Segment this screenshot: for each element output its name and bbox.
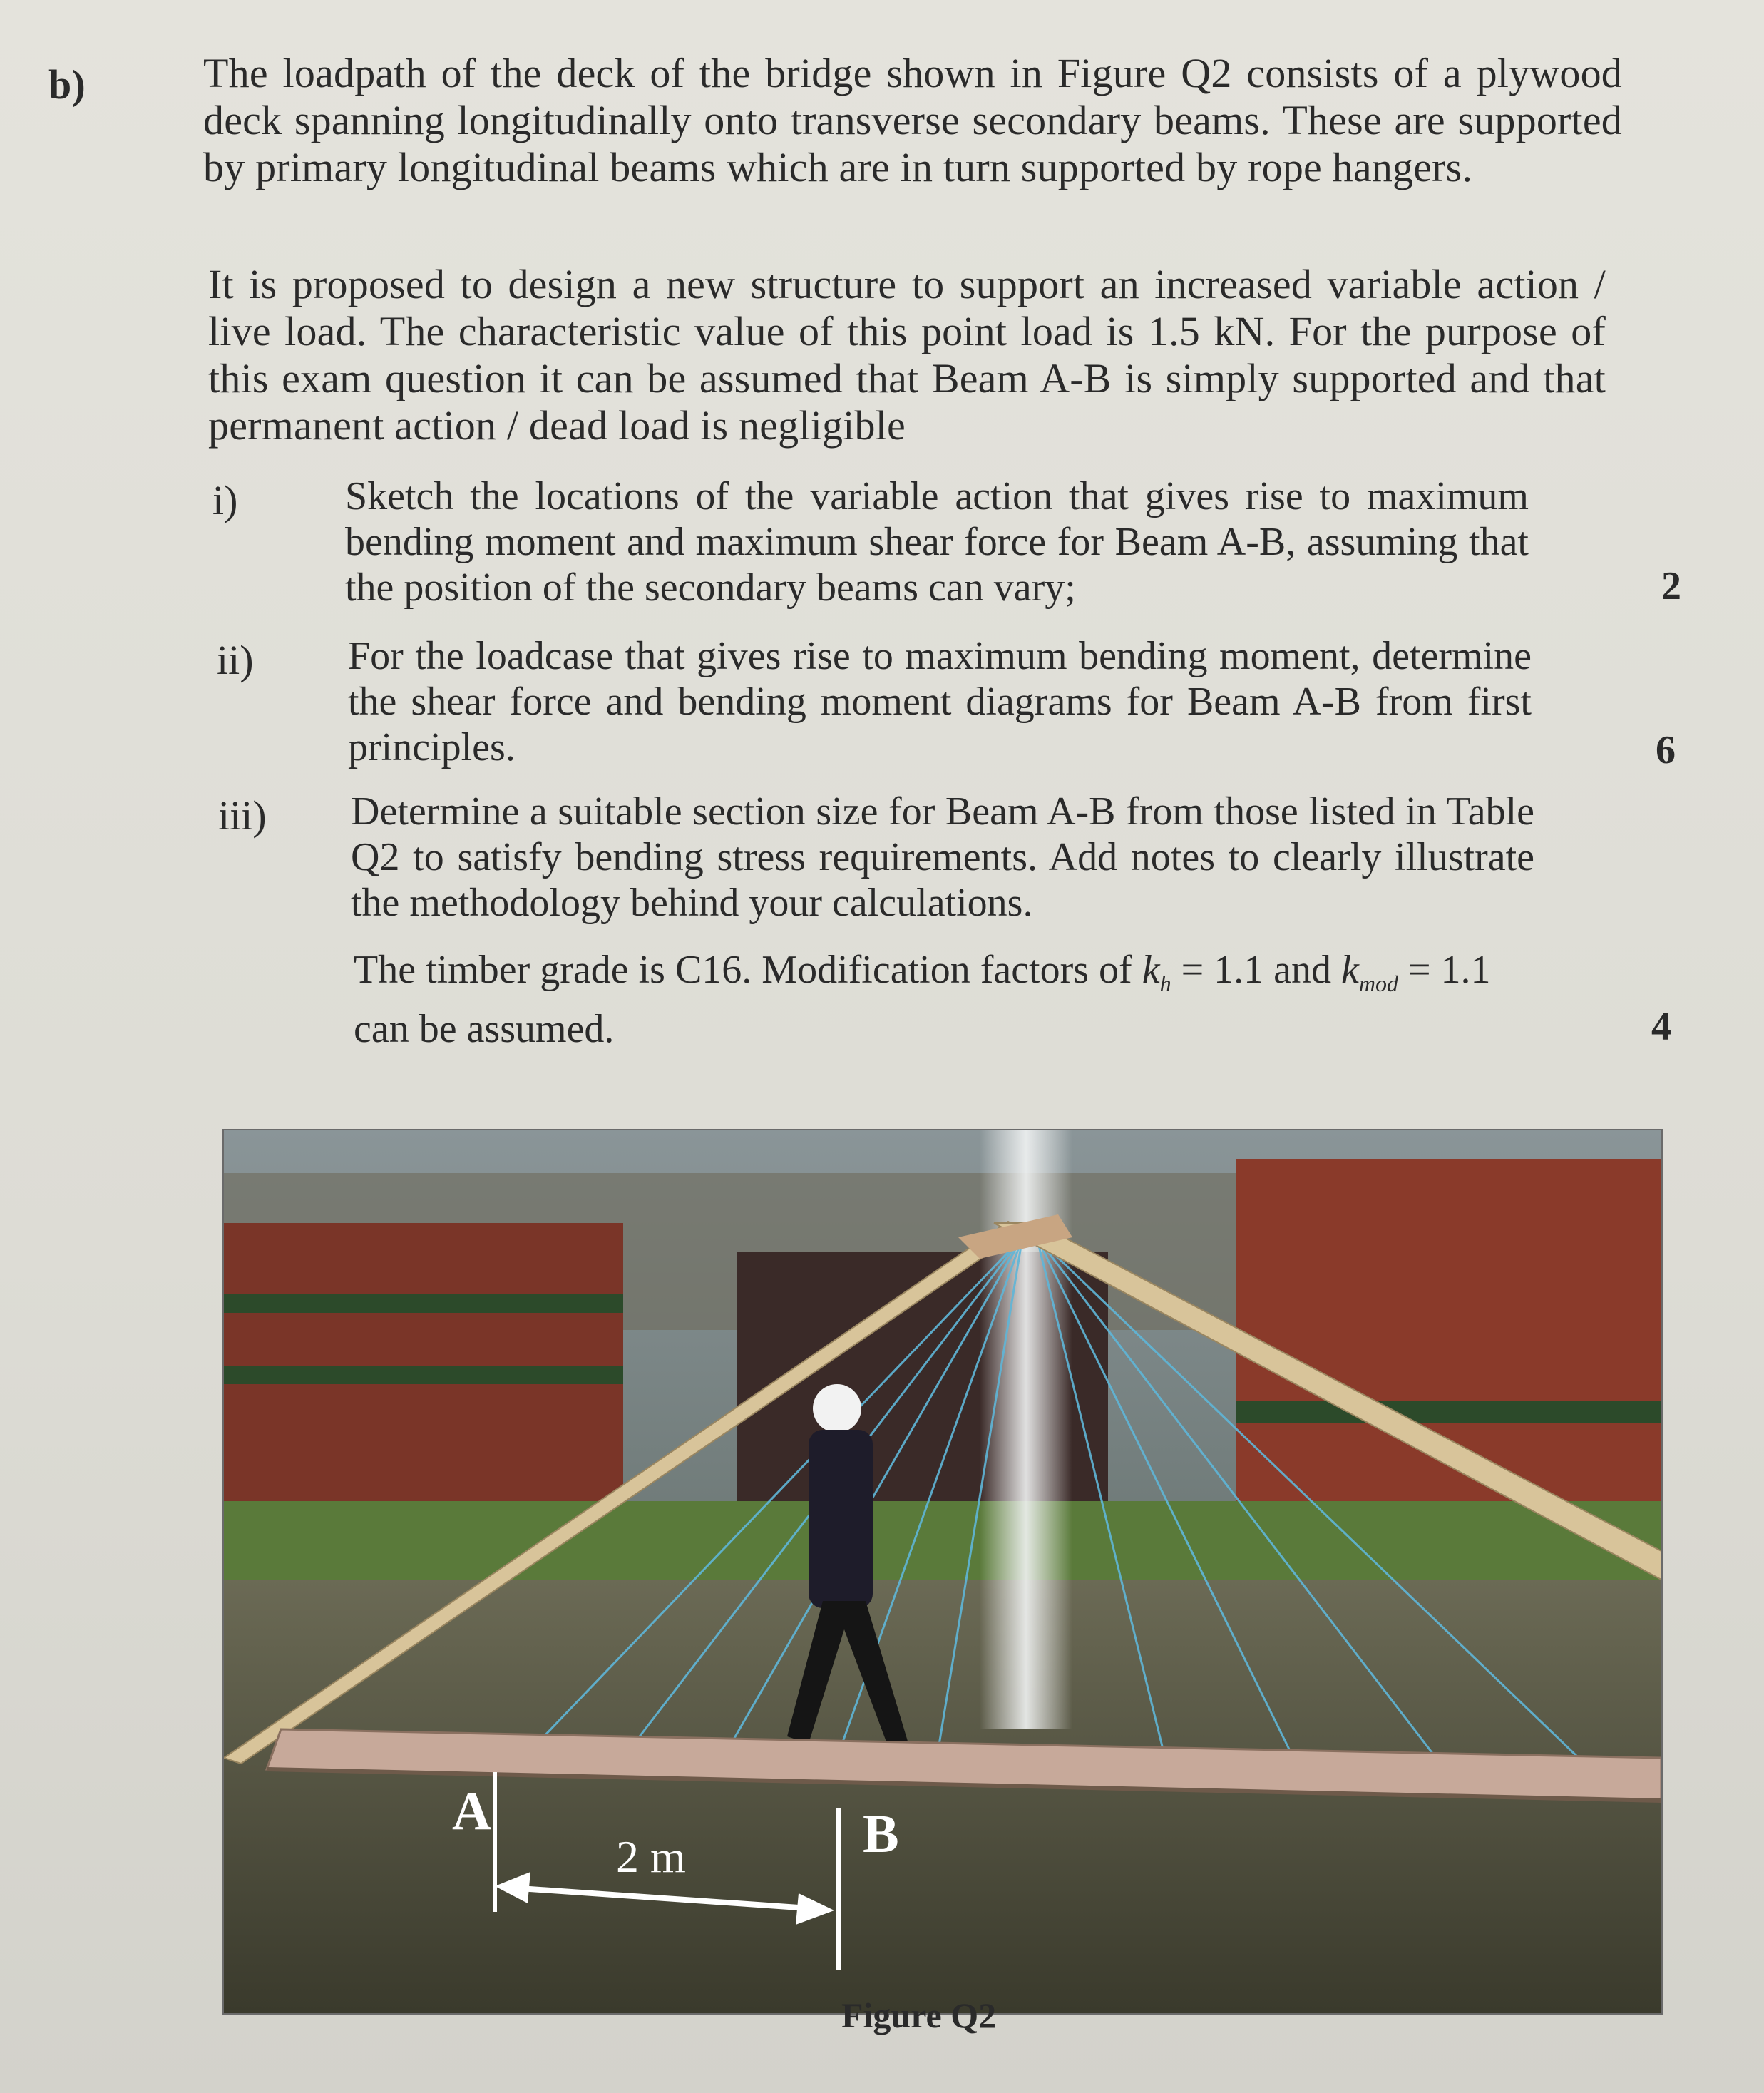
kh-symbol: k [1142,948,1160,992]
dimension-label: 2 m [616,1831,686,1882]
question-label-iii: iii) [218,792,267,839]
kh-subscript: h [1159,971,1171,997]
kmod-value: = 1.1 [1398,948,1491,992]
kh-value: = 1.1 and [1171,948,1341,992]
bridge-illustration [224,1130,1661,2013]
timber-note [354,947,1537,1052]
label-a: A [452,1781,491,1841]
bridge-photo [222,1129,1663,2015]
timber-note-post: can be assumed. [354,1007,615,1052]
kmod-subscript: mod [1358,971,1398,997]
question-text-iii: Determine a suitable section size for Beam A-B from those listed in Table Q2 to satisfy bending stress requirements. Add notes to clearly illustrate the methodology behind your calculations. [351,789,1534,925]
grass-bank [224,1501,1661,1580]
part-label: b) [48,61,86,108]
marks-ii: 6 [1656,728,1676,772]
question-label-i: i) [212,477,238,523]
question-label-ii: ii) [217,637,254,683]
question-text-i: Sketch the locations of the variable action that gives rise to maximum bending moment and maximum shear force for Beam A-B, assuming that the position of the secondary beams can vary; [345,474,1529,610]
figure-caption: Figure Q2 [841,1995,997,2035]
label-b: B [863,1804,899,1864]
question-text-ii: For the loadcase that gives rise to maximum bending moment, determine the shear force and bending moment diagrams for Beam A-B from first principles. [348,634,1532,769]
building-right-band [1236,1401,1661,1423]
building-left [224,1223,623,1501]
building-left-band [224,1294,623,1313]
timber-note-pre: The timber grade is C16. Modification factors of [354,948,1142,992]
marks-iii: 4 [1651,1005,1671,1049]
building-left-band-2 [224,1366,623,1384]
intro-paragraph: The loadpath of the deck of the bridge shown in Figure Q2 consists of a plywood deck spanning longitudinally onto transverse secondary beams. These are supported by primary longitudinal beams which are in turn supported by rope hangers. [203,50,1622,190]
kmod-symbol: k [1341,948,1359,992]
proposal-paragraph: It is proposed to design a new structure to support an increased variable action / live load. The characteristic value of this point load is 1.5 kN. For the purpose of this exam question it can be assumed that Beam A-B is simply supported and that permanent action / dead load is negligible [208,261,1606,449]
marks-i: 2 [1661,564,1681,608]
